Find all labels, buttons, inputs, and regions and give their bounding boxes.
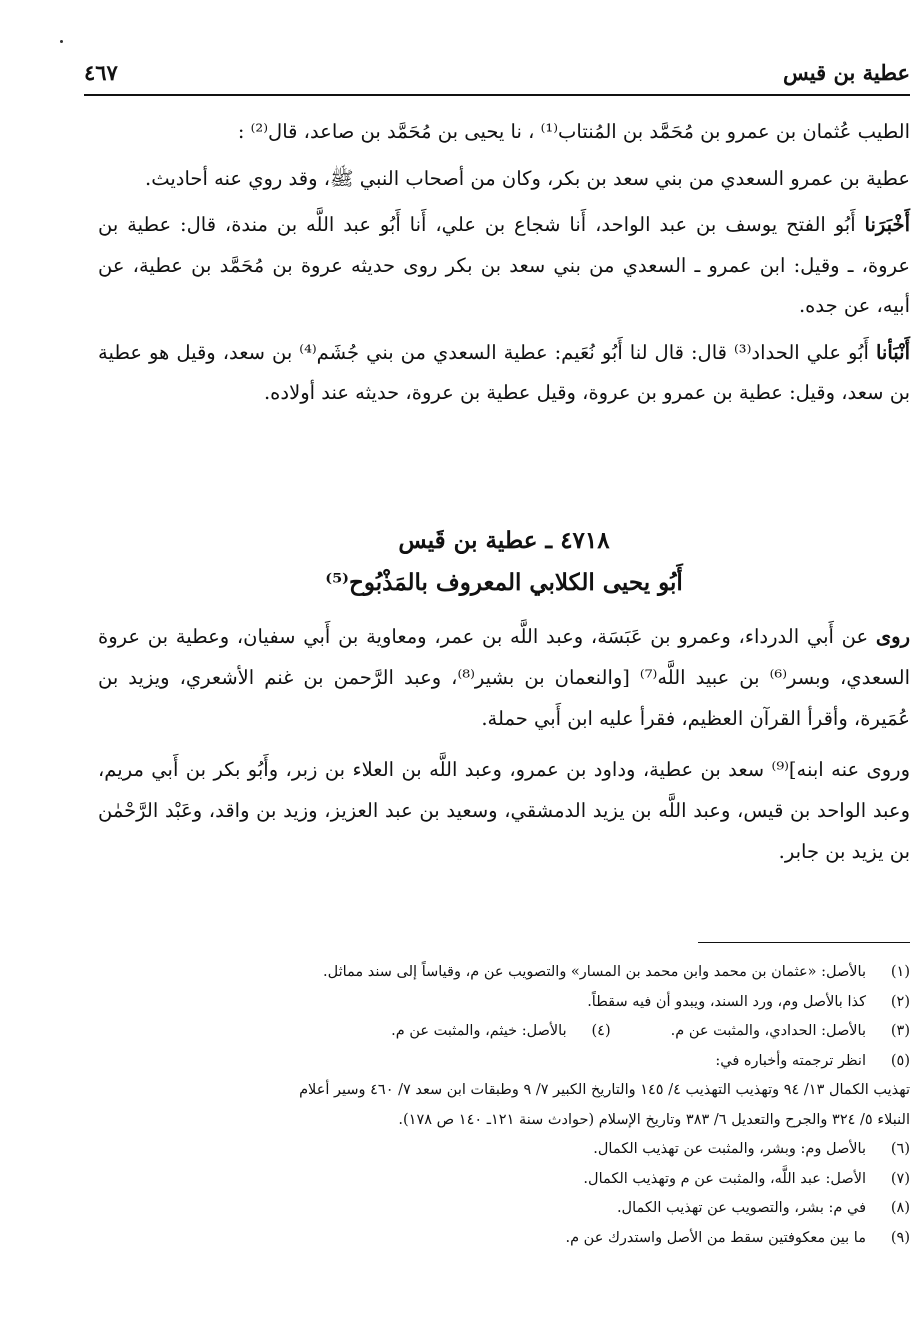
margin-mark: [60, 40, 63, 43]
paragraph-lead-word: روى: [875, 625, 910, 648]
footnote-pair: [98, 1017, 910, 1047]
footnotes: [98, 958, 910, 1253]
paragraph-lead-word: أَخْبَرَنا: [864, 213, 910, 236]
footnote-text: بالأصل: «عثمان بن محمد وابن محمد بن المسار» والتصويب عن م، وقياساً إلى سند مماثل.: [323, 964, 866, 980]
paragraph: وروى عنه ابنه]⁽⁹⁾ سعد بن عطية، وداود بن عمرو، وعبد اللَّه بن العلاء بن زبر، وأَبُو بكر بن أَبي مريم، وعبد الواحد بن قيس، وعبد اللَّه بن يزيد الدمشقي، وسعيد بن عبد العزيز، وزيد بن واقد، وعَبْد الرَّحْمٰن بن يزيد بن جابر.: [98, 758, 910, 863]
entry-subtitle: أَبُو يحيى الكلابي المعروف بالمَذْبُوح⁽⁵⁾: [325, 569, 683, 596]
paragraph-lead-word: أَنْبَأنا: [875, 340, 910, 364]
paragraph: الطيب عُثمان بن عمرو بن مُحَمَّد بن المُنتاب⁽¹⁾ ، نا يحيى بن مُحَمَّد بن صاعد، قال⁽²⁾ :: [237, 120, 910, 143]
footnote-number: (١): [890, 964, 910, 980]
footnote-text: بالأصل: الحدادي، والمثبت عن م.: [670, 1023, 866, 1039]
paragraph: روى عن أَبي الدرداء، وعمرو بن عَبَسَة، وعبد اللَّه بن عمر، ومعاوية بن أَبي سفيان، وعطية بن عروة السعدي، وبسر⁽⁶⁾ بن عبيد اللَّه⁽⁷⁾ [والنعمان بن بشير⁽⁸⁾، وعبد الرَّحمن بن غنم الأشعري، ويزيد بن عُمَيرة، وأقرأ القرآن العظيم، فقرأ عليه ابن أَبي حملة.: [98, 625, 910, 730]
footnote-number: (٧): [890, 1170, 910, 1187]
running-header: [84, 58, 910, 96]
footnote: [98, 1165, 910, 1195]
main-text-bottom: [98, 616, 910, 872]
footnote-number: (٤): [591, 1023, 611, 1039]
footnote-number: (٨): [890, 1200, 910, 1216]
footnote-number: (٢): [890, 993, 910, 1010]
paragraph: عطية بن عمرو السعدي من بني سعد بن بكر، وكان من أصحاب النبي ﷺ، وقد روي عنه أحاديث.: [145, 166, 910, 190]
footnote-text: بالأصل وم: وبشر، والمثبت عن تهذيب الكمال.: [593, 1141, 866, 1157]
footnote-text: كذا بالأصل وم، ورد السند، ويبدو أن فيه سقطاً.: [587, 993, 866, 1010]
footnote-text: الأصل: عبد اللَّه، والمثبت عن م وتهذيب الكمال.: [583, 1170, 866, 1187]
header-title: عطية بن قيس: [783, 60, 910, 85]
main-text-top: [98, 112, 910, 414]
footnote: [98, 1047, 910, 1077]
footnote: [98, 1224, 910, 1254]
entry-heading: [98, 520, 910, 604]
footnote: [98, 988, 910, 1018]
footnote-text: انظر ترجمته وأخباره في:: [715, 1052, 866, 1069]
footnote-continuation: تهذيب الكمال ١٣/ ٩٤ وتهذيب التهذيب ٤/ ١٤٥ والتاريخ الكبير ٧/ ٩ وطبقات ابن سعد ٧/ ٤٦٠ وسير أعلام: [299, 1082, 910, 1098]
footnote-text: بالأصل: خيثم، والمثبت عن م.: [391, 1023, 567, 1039]
footnote: [391, 1017, 610, 1047]
footnote-text: في م: بشر، والتصويب عن تهذيب الكمال.: [616, 1200, 866, 1216]
footnote: [98, 1135, 910, 1165]
footnote-text: ما بين معكوفتين سقط من الأصل واستدرك عن م.: [565, 1229, 866, 1246]
entry-number-title: ٤٧١٨ ـ عطية بن قَيس: [398, 527, 610, 554]
footnote-number: (٦): [890, 1141, 910, 1157]
paragraph: أَنْبَأنا أَبُو علي الحداد⁽³⁾ قال: قال لنا أَبُو نُعَيم: عطية السعدي من بني جُشَم⁽⁴⁾ بن سعد، وقيل هو عطية بن سعد، وقيل: عطية بن عمرو بن عروة، وقيل عطية بن عروة، حديثه عند أولاده.: [98, 340, 910, 404]
paragraph: أَخْبَرَنا أَبُو الفتح يوسف بن عبد الواحد، أَنا شجاع بن علي، أَنا أَبُو عبد اللَّه بن مندة، قال: عطية بن عروة، ـ وقيل: ابن عمرو ـ السعدي من بني سعد بن بكر روى حديثه عروة بن مُحَمَّد بن عطية، عن أبيه، عن جده.: [98, 213, 910, 317]
footnote: [98, 1194, 910, 1224]
page-number: ٤٦٧: [84, 60, 118, 85]
footnote-divider: [698, 942, 910, 943]
footnote-continuation: النبلاء ٥/ ٣٢٤ والجرح والتعديل ٦/ ٣٨٣ وتاريخ الإسلام (حوادث سنة ١٢١ـ ١٤٠ ص ١٧٨).: [398, 1111, 910, 1128]
footnote-number: (٣): [890, 1023, 910, 1039]
footnote-number: (٥): [890, 1052, 910, 1069]
footnote-number: (٩): [890, 1229, 910, 1246]
footnote: [98, 958, 910, 988]
footnote: [671, 1017, 910, 1047]
